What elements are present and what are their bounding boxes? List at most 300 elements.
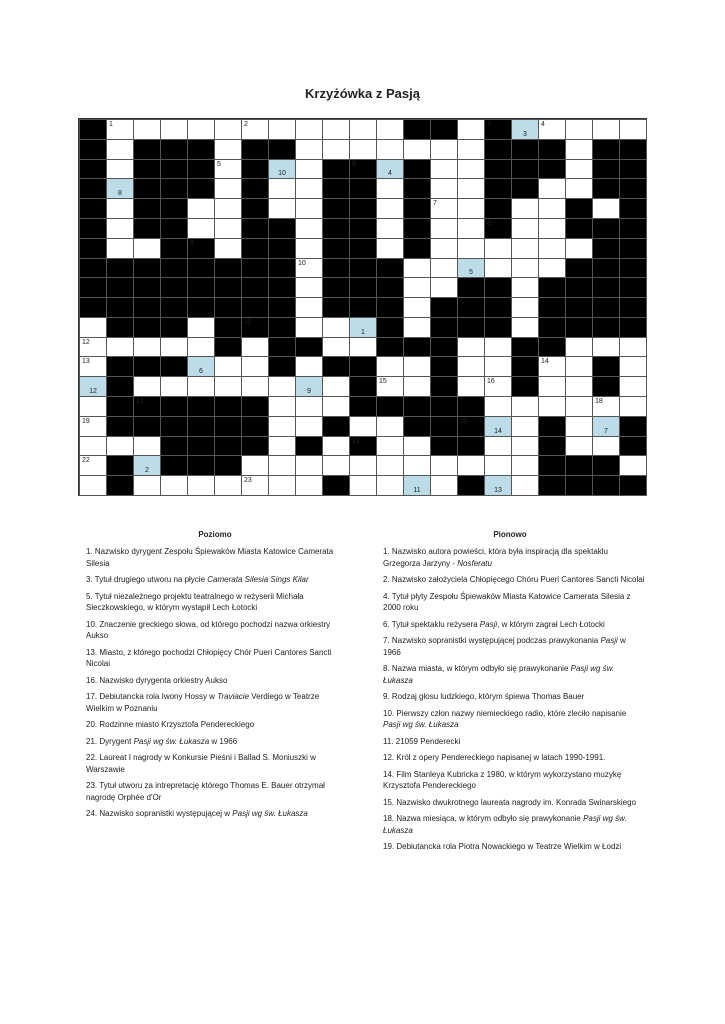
grid-cell[interactable] (403, 376, 431, 397)
grid-cell[interactable] (376, 455, 404, 476)
grid-cell-blocked (295, 337, 323, 358)
grid-cell[interactable] (295, 159, 323, 180)
grid-cell[interactable] (484, 337, 512, 358)
grid-cell[interactable] (106, 139, 134, 160)
grid-cell[interactable] (565, 356, 593, 377)
grid-cell-blocked (268, 337, 296, 358)
grid-cell[interactable] (511, 475, 539, 496)
grid-cell[interactable] (106, 119, 134, 140)
grid-cell[interactable] (376, 356, 404, 377)
grid-cell-blocked (403, 159, 431, 180)
grid-cell[interactable] (376, 198, 404, 219)
grid-cell-blocked (160, 218, 188, 239)
grid-cell[interactable] (349, 475, 377, 496)
grid-cell[interactable] (457, 159, 485, 180)
grid-cell[interactable] (430, 475, 458, 496)
grid-cell[interactable] (484, 455, 512, 476)
grid-cell[interactable] (349, 337, 377, 358)
grid-cell[interactable] (403, 139, 431, 160)
grid-cell-blocked (133, 416, 161, 437)
grid-cell-blocked (187, 297, 215, 318)
grid-cell[interactable] (295, 416, 323, 437)
grid-cell[interactable] (484, 238, 512, 259)
grid-cell[interactable] (511, 297, 539, 318)
grid-cell[interactable] (214, 356, 242, 377)
grid-cell[interactable] (538, 238, 566, 259)
grid-cell-blocked (430, 119, 458, 140)
grid-cell[interactable] (592, 337, 620, 358)
grid-cell-blocked (538, 317, 566, 338)
clue-text: Pasji wg św. Łukasza (383, 720, 459, 729)
grid-cell[interactable] (295, 356, 323, 377)
grid-cell-blocked (349, 238, 377, 259)
grid-cell[interactable] (403, 297, 431, 318)
grid-cell[interactable] (349, 119, 377, 140)
grid-cell[interactable] (430, 277, 458, 298)
grid-cell[interactable] (295, 258, 323, 279)
grid-cell-blocked (322, 238, 350, 259)
grid-cell[interactable] (403, 258, 431, 279)
grid-cell[interactable] (619, 376, 647, 397)
grid-cell-blocked (160, 396, 188, 417)
grid-cell[interactable] (241, 119, 269, 140)
grid-cell-blocked (160, 297, 188, 318)
grid-cell-blocked (187, 238, 215, 259)
grid-cell-blocked (619, 475, 647, 496)
clue-text: 23. Tytuł utworu za intrepretację którego Thomas E. Bauer otrzymał nagrodę Orphée d'Or (86, 781, 325, 802)
grid-cell-blocked (403, 198, 431, 219)
grid-cell[interactable] (268, 455, 296, 476)
grid-cell-blocked (430, 337, 458, 358)
grid-cell[interactable] (214, 218, 242, 239)
grid-cell[interactable] (133, 376, 161, 397)
grid-cell-blocked (187, 455, 215, 476)
grid-cell[interactable] (268, 436, 296, 457)
grid-cell[interactable] (322, 337, 350, 358)
grid-cell[interactable] (565, 416, 593, 437)
grid-cell[interactable] (457, 178, 485, 199)
grid-cell-blocked (214, 297, 242, 318)
clue-text: 24. Nazwisko sopranistki występującej w (86, 809, 233, 818)
clue-text: 22. Laureat I nagrody w Konkursie Pieśni i Ballad S. Moniuszki w Warszawie (86, 753, 316, 774)
grid-cell[interactable] (403, 317, 431, 338)
grid-cell[interactable] (349, 139, 377, 160)
grid-cell-blocked (619, 258, 647, 279)
grid-cell[interactable] (484, 258, 512, 279)
grid-cell-blocked (538, 277, 566, 298)
grid-cell[interactable] (376, 178, 404, 199)
grid-cell-blocked (619, 317, 647, 338)
clue-text: 15. Nazwisko dwukrotnego laureata nagrody im. Konrada Swinarskiego (383, 797, 637, 807)
grid-cell-blocked (106, 376, 134, 397)
grid-cell[interactable] (430, 258, 458, 279)
grid-cell[interactable] (268, 396, 296, 417)
grid-cell[interactable] (538, 396, 566, 417)
grid-cell-blocked (403, 475, 431, 496)
grid-cell[interactable] (592, 198, 620, 219)
grid-cell[interactable] (538, 178, 566, 199)
grid-cell[interactable] (79, 317, 107, 338)
grid-cell[interactable] (538, 218, 566, 239)
grid-cell[interactable] (511, 198, 539, 219)
grid-cell[interactable] (376, 119, 404, 140)
grid-cell[interactable] (457, 356, 485, 377)
grid-cell[interactable] (295, 317, 323, 338)
grid-cell-blocked (349, 396, 377, 417)
grid-cell[interactable] (295, 139, 323, 160)
grid-cell-blocked (268, 297, 296, 318)
grid-cell[interactable] (592, 436, 620, 457)
grid-cell-blocked (376, 297, 404, 318)
grid-cell-blocked (538, 416, 566, 437)
grid-cell[interactable] (565, 376, 593, 397)
grid-cell-blocked (160, 277, 188, 298)
grid-cell-blocked (214, 455, 242, 476)
grid-cell[interactable] (187, 376, 215, 397)
grid-cell[interactable] (106, 337, 134, 358)
grid-cell[interactable] (430, 455, 458, 476)
grid-cell[interactable] (268, 376, 296, 397)
grid-cell[interactable] (160, 475, 188, 496)
grid-cell-blocked (295, 436, 323, 457)
grid-cell-blocked (511, 178, 539, 199)
grid-cell[interactable] (457, 238, 485, 259)
grid-cell[interactable] (268, 416, 296, 437)
grid-cell[interactable] (106, 178, 134, 199)
grid-cell[interactable] (619, 337, 647, 358)
grid-cell[interactable] (187, 337, 215, 358)
grid-cell-blocked (484, 277, 512, 298)
clue-number: 17 (136, 398, 144, 406)
grid-cell[interactable] (565, 396, 593, 417)
grid-cell[interactable] (457, 218, 485, 239)
grid-cell[interactable] (268, 178, 296, 199)
grid-cell-blocked (484, 178, 512, 199)
grid-cell-blocked (322, 258, 350, 279)
grid-cell-blocked (565, 475, 593, 496)
grid-cell[interactable] (376, 218, 404, 239)
across-clue (86, 619, 348, 642)
grid-cell[interactable] (484, 356, 512, 377)
grid-cell[interactable] (511, 218, 539, 239)
grid-cell[interactable] (511, 258, 539, 279)
grid-cell[interactable] (538, 356, 566, 377)
grid-cell-blocked (241, 416, 269, 437)
grid-cell[interactable] (322, 317, 350, 338)
grid-cell-blocked (322, 178, 350, 199)
grid-cell[interactable] (403, 356, 431, 377)
grid-cell[interactable] (241, 475, 269, 496)
grid-cell[interactable] (565, 159, 593, 180)
grid-cell[interactable] (403, 436, 431, 457)
grid-cell[interactable] (214, 159, 242, 180)
grid-cell[interactable] (214, 178, 242, 199)
grid-cell[interactable] (538, 258, 566, 279)
clue-number: 9 (190, 239, 194, 247)
grid-cell[interactable] (538, 198, 566, 219)
grid-cell[interactable] (295, 119, 323, 140)
grid-cell-blocked (241, 159, 269, 180)
down-clue (383, 841, 645, 853)
grid-cell-blocked (268, 238, 296, 259)
grid-cell-blocked (349, 297, 377, 318)
grid-cell[interactable] (376, 475, 404, 496)
grid-cell[interactable] (187, 317, 215, 338)
grid-cell[interactable] (133, 337, 161, 358)
grid-cell[interactable] (295, 376, 323, 397)
grid-cell[interactable] (349, 416, 377, 437)
clue-text: 16. Nazwisko dyrygenta orkiestry Aukso (86, 675, 228, 685)
grid-cell[interactable] (403, 455, 431, 476)
grid-cell-blocked (133, 317, 161, 338)
grid-cell[interactable] (295, 277, 323, 298)
grid-cell[interactable] (214, 376, 242, 397)
grid-cell-blocked (484, 159, 512, 180)
grid-cell-blocked (349, 277, 377, 298)
grid-cell-blocked (349, 178, 377, 199)
grid-cell[interactable] (79, 436, 107, 457)
grid-cell[interactable] (430, 159, 458, 180)
grid-cell-blocked (511, 139, 539, 160)
grid-cell-blocked (565, 455, 593, 476)
grid-cell[interactable] (241, 337, 269, 358)
grid-cell[interactable] (511, 416, 539, 437)
grid-cell[interactable] (511, 317, 539, 338)
grid-cell[interactable] (295, 218, 323, 239)
grid-cell-blocked (322, 416, 350, 437)
grid-cell[interactable] (403, 277, 431, 298)
grid-cell[interactable] (79, 376, 107, 397)
grid-cell[interactable] (619, 396, 647, 417)
grid-cell[interactable] (295, 396, 323, 417)
grid-cell[interactable] (565, 178, 593, 199)
grid-cell[interactable] (79, 475, 107, 496)
clue-number: 16 (487, 378, 495, 386)
clue-text: Traviacie (217, 692, 250, 701)
grid-cell[interactable] (241, 356, 269, 377)
grid-cell[interactable] (214, 119, 242, 140)
grid-cell-blocked (430, 317, 458, 338)
grid-cell-blocked (592, 356, 620, 377)
grid-cell[interactable] (484, 436, 512, 457)
clue-number: 14 (494, 427, 502, 435)
grid-cell[interactable] (511, 277, 539, 298)
grid-cell-blocked (160, 455, 188, 476)
grid-cell[interactable] (322, 396, 350, 417)
grid-cell[interactable] (106, 159, 134, 180)
grid-cell[interactable] (106, 436, 134, 457)
grid-cell[interactable] (484, 376, 512, 397)
grid-cell[interactable] (295, 455, 323, 476)
grid-cell[interactable] (295, 198, 323, 219)
grid-cell[interactable] (430, 198, 458, 219)
grid-cell[interactable] (511, 396, 539, 417)
grid-cell[interactable] (295, 475, 323, 496)
grid-cell[interactable] (430, 139, 458, 160)
grid-cell[interactable] (511, 238, 539, 259)
clue-text: 18. Nazwa miesiąca, w którym odbyło się prawykonanie (383, 814, 584, 823)
grid-cell[interactable] (565, 436, 593, 457)
grid-cell[interactable] (484, 416, 512, 437)
grid-cell[interactable] (349, 455, 377, 476)
grid-cell-blocked (457, 396, 485, 417)
grid-cell-blocked (133, 159, 161, 180)
grid-cell[interactable] (511, 436, 539, 457)
grid-cell[interactable] (322, 376, 350, 397)
grid-cell[interactable] (592, 396, 620, 417)
grid-cell-blocked (106, 396, 134, 417)
grid-cell[interactable] (187, 475, 215, 496)
grid-cell[interactable] (160, 337, 188, 358)
down-clue (383, 797, 645, 809)
grid-cell-blocked (133, 258, 161, 279)
grid-cell[interactable] (538, 119, 566, 140)
grid-cell[interactable] (457, 376, 485, 397)
grid-cell[interactable] (295, 238, 323, 259)
down-clue (383, 736, 645, 748)
grid-cell[interactable] (457, 119, 485, 140)
grid-cell[interactable] (79, 396, 107, 417)
grid-cell[interactable] (187, 119, 215, 140)
grid-cell[interactable] (106, 218, 134, 239)
grid-cell[interactable] (214, 238, 242, 259)
grid-cell[interactable] (619, 455, 647, 476)
grid-cell[interactable] (376, 436, 404, 457)
grid-cell[interactable] (565, 119, 593, 140)
grid-cell[interactable] (214, 139, 242, 160)
grid-cell-blocked (592, 238, 620, 259)
grid-cell-blocked (268, 277, 296, 298)
grid-cell[interactable] (619, 119, 647, 140)
grid-cell[interactable] (457, 139, 485, 160)
grid-cell-blocked (268, 317, 296, 338)
grid-cell[interactable] (376, 159, 404, 180)
clue-text: 4. Tytuł płyty Zespołu Śpiewaków Miasta Katowice Camerata Silesia z 2000 roku (383, 591, 631, 612)
grid-cell[interactable] (79, 416, 107, 437)
grid-cell[interactable] (430, 218, 458, 239)
grid-cell-blocked (484, 198, 512, 219)
grid-cell[interactable] (322, 436, 350, 457)
grid-cell-blocked (592, 475, 620, 496)
grid-cell[interactable] (565, 139, 593, 160)
grid-cell[interactable] (187, 218, 215, 239)
grid-cell[interactable] (79, 455, 107, 476)
grid-cell[interactable] (295, 297, 323, 318)
clue-number: 13 (82, 358, 90, 366)
clue-number: 19 (82, 417, 90, 425)
grid-cell-blocked (268, 218, 296, 239)
grid-cell[interactable] (457, 337, 485, 358)
grid-cell[interactable] (322, 455, 350, 476)
grid-cell[interactable] (430, 178, 458, 199)
grid-cell[interactable] (511, 455, 539, 476)
grid-cell-blocked (565, 297, 593, 318)
grid-cell[interactable] (106, 238, 134, 259)
grid-cell[interactable] (268, 475, 296, 496)
grid-cell[interactable] (160, 376, 188, 397)
grid-cell[interactable] (187, 198, 215, 219)
grid-cell[interactable] (376, 238, 404, 259)
grid-cell-blocked (403, 178, 431, 199)
grid-cell[interactable] (268, 198, 296, 219)
grid-cell-blocked (79, 297, 107, 318)
grid-cell[interactable] (79, 356, 107, 377)
grid-cell-blocked (268, 159, 296, 180)
grid-cell[interactable] (295, 178, 323, 199)
grid-cell[interactable] (241, 455, 269, 476)
grid-cell-blocked (403, 396, 431, 417)
grid-cell[interactable] (133, 119, 161, 140)
grid-cell[interactable] (565, 238, 593, 259)
grid-cell[interactable] (322, 139, 350, 160)
grid-cell[interactable] (430, 238, 458, 259)
clue-text: w 1966 (383, 636, 626, 657)
grid-cell[interactable] (538, 376, 566, 397)
grid-cell[interactable] (376, 376, 404, 397)
across-clue (86, 691, 348, 714)
grid-cell-blocked (187, 356, 215, 377)
grid-cell[interactable] (376, 416, 404, 437)
grid-cell[interactable] (457, 455, 485, 476)
across-clue (86, 736, 348, 748)
grid-cell-blocked (160, 159, 188, 180)
grid-cell[interactable] (133, 238, 161, 259)
grid-cell-blocked (187, 178, 215, 199)
grid-cell[interactable] (214, 475, 242, 496)
grid-cell[interactable] (322, 119, 350, 140)
grid-cell[interactable] (484, 396, 512, 417)
grid-cell-blocked (106, 258, 134, 279)
grid-cell-blocked (565, 277, 593, 298)
grid-cell-blocked (241, 218, 269, 239)
across-clue-list (86, 546, 348, 825)
grid-cell[interactable] (214, 198, 242, 219)
grid-cell[interactable] (619, 356, 647, 377)
grid-cell-blocked (187, 396, 215, 417)
grid-cell[interactable] (484, 475, 512, 496)
grid-cell[interactable] (160, 119, 188, 140)
grid-cell-blocked (565, 218, 593, 239)
clue-text: Pasji wg św. Łukasza (133, 736, 210, 746)
grid-cell[interactable] (106, 198, 134, 219)
grid-cell-blocked (457, 475, 485, 496)
clue-number: 6 (352, 160, 356, 168)
grid-cell[interactable] (457, 198, 485, 219)
grid-cell[interactable] (592, 416, 620, 437)
grid-cell[interactable] (376, 139, 404, 160)
clue-text: 9. Rodzaj głosu ludzkiego, którym śpiewa Thomas Bauer (383, 692, 585, 701)
grid-cell[interactable] (133, 475, 161, 496)
grid-cell[interactable] (268, 119, 296, 140)
grid-cell[interactable] (133, 436, 161, 457)
clue-number: 10 (278, 170, 286, 178)
grid-cell-blocked (79, 139, 107, 160)
clue-number: 6 (199, 368, 203, 376)
across-clue (86, 780, 348, 803)
clue-text: 13. Miasto, z którego pochodzi Chłopięcy Chór Pueri Cantores Sancti Nicolai (86, 647, 332, 668)
down-heading: Pionowo (493, 530, 527, 539)
clue-text: Pasji wg św. Łukasza (383, 664, 615, 685)
grid-cell-blocked (241, 198, 269, 219)
grid-cell-blocked (565, 317, 593, 338)
clue-text: Nosferatu (457, 558, 492, 568)
grid-cell[interactable] (241, 376, 269, 397)
grid-cell[interactable] (511, 119, 539, 140)
grid-cell-blocked (79, 119, 107, 140)
grid-cell[interactable] (565, 337, 593, 358)
grid-cell[interactable] (79, 337, 107, 358)
grid-cell[interactable] (592, 119, 620, 140)
